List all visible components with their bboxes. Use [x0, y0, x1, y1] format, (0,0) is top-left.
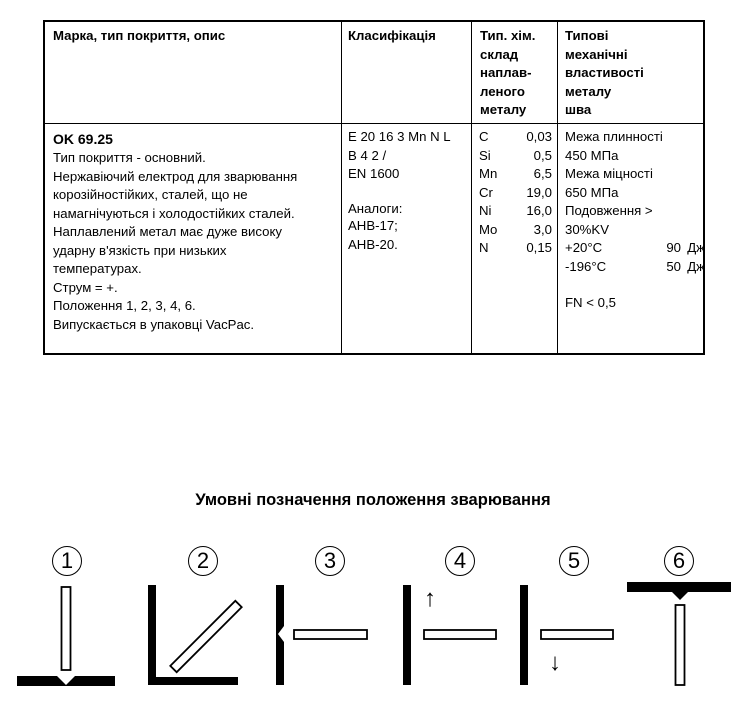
analogs-label: Аналоги: [348, 201, 403, 216]
position-4-icon [403, 585, 496, 685]
arrow-down-icon: ↓ [549, 649, 561, 676]
classification-standard: E 20 16 3 Mn N L B 4 2 / EN 1600 [348, 129, 451, 181]
position-number-2: 2 [188, 546, 218, 576]
position-3-icon [276, 585, 367, 685]
position-number-6: 6 [664, 546, 694, 576]
position-number-5: 5 [559, 546, 589, 576]
position-5-icon [520, 585, 613, 685]
product-name: OK 69.25 [53, 131, 113, 147]
tensile-label: Межа міцності [565, 166, 653, 181]
chem-row: Cr 19,0 [479, 184, 552, 200]
impact-row: +20°С 90 Дж [565, 240, 705, 255]
arrow-up-icon: ↑ [424, 585, 436, 612]
position-2-icon [148, 585, 242, 685]
header-brand: Марка, тип покриття, опис [53, 28, 226, 43]
chem-row: C 0,03 [479, 129, 552, 144]
chem-row: Ni 16,0 [479, 203, 552, 218]
positions-title: Умовні позначення положення зварювання [195, 491, 551, 509]
elongation-value: 30%KV [565, 221, 609, 237]
chem-row: Si 0,5 [479, 147, 552, 163]
header-classification: Класифікація [348, 28, 436, 43]
tensile-value: 650 МПа [565, 184, 619, 200]
impact-row: -196°С 50 Дж [565, 258, 705, 274]
product-description: Тип покриття - основний. Нержавіючий електрод для зварювання корозійностійких, сталей, що не намагнічуються і холодостійких сталей. Наплавлений метал має дуже високу ударну в'язкість при низьких температурах. Струм = +. Положення 1, 2, 3, 4, 6. Випускається в упаковці VacPac. [53, 150, 298, 332]
header-mechanical: Типові механічні властивості металу шва [565, 28, 644, 117]
position-number-4: 4 [445, 546, 475, 576]
yield-label: Межа плинності [565, 129, 663, 144]
chem-row: Mo 3,0 [479, 221, 552, 237]
header-chemistry: Тип. хім. склад наплав- леного металу [480, 28, 536, 117]
position-number-1: 1 [52, 546, 82, 576]
ferrite-number: FN < 0,5 [565, 295, 616, 310]
position-1-icon [17, 587, 115, 686]
yield-value: 450 МПа [565, 147, 619, 163]
position-6-icon [627, 582, 731, 685]
chem-row: N 0,15 [479, 240, 552, 255]
elongation-label: Подовження > [565, 203, 653, 218]
analogs-list: АНВ-17; АНВ-20. [348, 218, 398, 252]
chem-row: Mn 6,5 [479, 166, 552, 181]
position-number-3: 3 [315, 546, 345, 576]
